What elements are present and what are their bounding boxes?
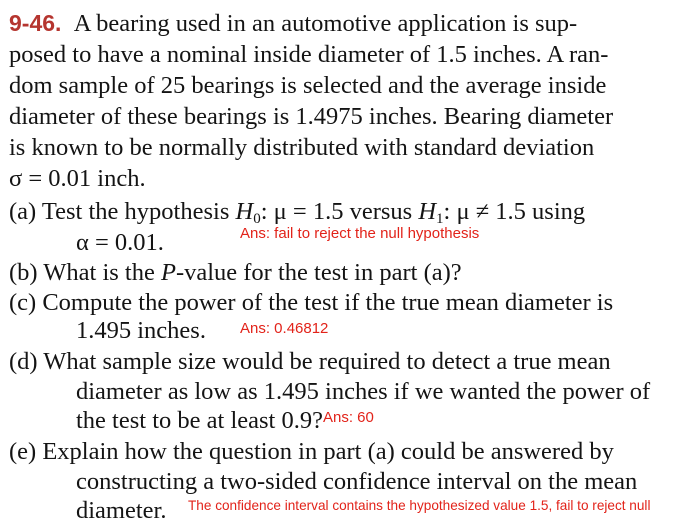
- problem-number: 9-46.: [9, 10, 62, 36]
- part-b-text-post: -value for the test in part (a)?: [175, 259, 462, 286]
- part-a-text-pre: Test the hypothesis: [41, 198, 236, 225]
- part-e-line-2: constructing a two-sided confidence interval on the mean: [76, 468, 638, 495]
- part-c-line-2: 1.495 inches.: [76, 317, 206, 344]
- part-b-line: [9, 258, 462, 288]
- part-b-text-pre: What is the: [43, 259, 161, 286]
- part-a-answer: Ans: fail to reject the null hypothesis: [240, 225, 480, 242]
- part-a-line-2: α = 0.01.: [76, 229, 164, 256]
- h0-subscript: 0: [253, 211, 261, 227]
- part-c-line-1: [9, 288, 613, 318]
- p-symbol: P: [160, 259, 176, 286]
- part-d-line-1: [9, 347, 611, 377]
- problem-first-line: [9, 8, 577, 39]
- part-e-answer: The confidence interval contains the hypothesized value 1.5, fail to reject null: [188, 498, 651, 513]
- part-c-text-1: Compute the power of the test if the true mean diameter is: [42, 289, 614, 316]
- part-c-answer: Ans: 0.46812: [240, 320, 329, 337]
- intro-line-1: A bearing used in an automotive application is sup-: [73, 10, 578, 37]
- part-a-label: (a): [9, 198, 37, 225]
- intro-line-6: σ = 0.01 inch.: [9, 165, 146, 192]
- part-d-text-1: What sample size would be required to detect a true mean: [43, 348, 611, 375]
- part-d-line-2: diameter as low as 1.495 inches if we wanted the power of: [76, 378, 651, 405]
- part-a-text-mid: : μ = 1.5 versus: [260, 198, 419, 225]
- part-e-line-1: [9, 437, 614, 467]
- part-e-label: (e): [9, 438, 37, 465]
- part-a-line-1: [9, 197, 585, 227]
- intro-line-3: dom sample of 25 bearings is selected and the average inside: [9, 72, 607, 99]
- part-a-text-post: : μ ≠ 1.5 using: [443, 198, 586, 225]
- h1-symbol: H: [418, 198, 437, 225]
- part-d-line-3: [76, 406, 374, 436]
- intro-line-2: posed to have a nominal inside diameter of 1.5 inches. A ran-: [9, 41, 609, 68]
- intro-line-4: diameter of these bearings is 1.4975 inches. Bearing diameter: [9, 103, 614, 130]
- part-e-text-1: Explain how the question in part (a) could be answered by: [42, 438, 614, 465]
- intro-line-5: is known to be normally distributed with standard deviation: [9, 134, 595, 161]
- part-e-line-3: diameter.: [76, 497, 167, 524]
- part-c-label: (c): [9, 289, 37, 316]
- h1-subscript: 1: [436, 211, 444, 227]
- part-d-answer: Ans: 60: [322, 409, 374, 426]
- part-d-text-3: the test to be at least 0.9?: [76, 407, 323, 434]
- part-d-label: (d): [9, 348, 38, 375]
- part-b-label: (b): [9, 259, 38, 286]
- h0-symbol: H: [235, 198, 254, 225]
